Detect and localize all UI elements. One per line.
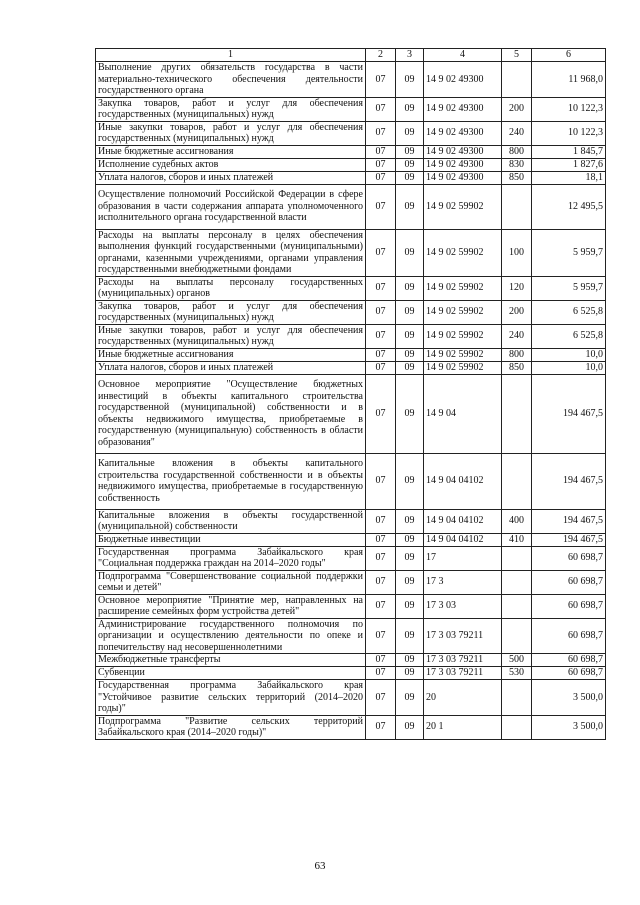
row-target-article-cell: 14 9 02 49300 [424, 121, 502, 145]
row-section-cell: 07 [366, 97, 396, 121]
row-amount-cell: 11 968,0 [532, 62, 606, 98]
table-row [96, 654, 606, 667]
row-name-cell: Закупка товаров, работ и услуг для обеспечения государственных (муниципальных) нужд [96, 97, 366, 121]
row-section-cell: 07 [366, 276, 396, 300]
row-section-cell: 07 [366, 715, 396, 739]
row-name-cell: Иные бюджетные ассигнования [96, 145, 366, 158]
row-section-cell: 07 [366, 229, 396, 276]
table-row [96, 570, 606, 594]
row-subsection-cell: 09 [396, 618, 424, 654]
row-subsection-cell: 09 [396, 361, 424, 374]
row-target-article-cell: 20 [424, 680, 502, 716]
row-target-article-cell: 14 9 04 04102 [424, 509, 502, 533]
row-name-cell: Основное мероприятие "Принятие мер, направленных на расширение семейных форм устройства детей" [96, 594, 366, 618]
row-section-cell: 07 [366, 324, 396, 348]
table-row [96, 62, 606, 98]
row-expense-type-cell [502, 570, 532, 594]
row-name-cell: Выполнение других обязательств государства в части материально-технического обеспечения деятельности государственного органа [96, 62, 366, 98]
row-section-cell: 07 [366, 533, 396, 546]
row-name-cell: Межбюджетные трансферты [96, 654, 366, 667]
row-section-cell: 07 [366, 509, 396, 533]
row-expense-type-cell: 800 [502, 145, 532, 158]
row-expense-type-cell: 500 [502, 654, 532, 667]
row-amount-cell: 194 467,5 [532, 533, 606, 546]
row-section-cell: 07 [366, 680, 396, 716]
row-target-article-cell: 17 3 03 [424, 594, 502, 618]
row-name-cell: Государственная программа Забайкальского края "Устойчивое развитие сельских территорий (2014–2020 годы)" [96, 680, 366, 716]
table-row [96, 97, 606, 121]
table-row [96, 680, 606, 716]
row-name-cell: Подпрограмма "Совершенствование социальной поддержки семьи и детей" [96, 570, 366, 594]
row-name-cell: Бюджетные инвестиции [96, 533, 366, 546]
row-amount-cell: 10 122,3 [532, 97, 606, 121]
col-header-target-article: 4 [424, 49, 502, 62]
row-subsection-cell: 09 [396, 145, 424, 158]
row-section-cell: 07 [366, 62, 396, 98]
table-row [96, 546, 606, 570]
row-expense-type-cell [502, 453, 532, 509]
row-section-cell: 07 [366, 158, 396, 171]
budget-table [95, 48, 606, 740]
table-row [96, 667, 606, 680]
row-target-article-cell: 14 9 02 59902 [424, 300, 502, 324]
row-subsection-cell: 09 [396, 229, 424, 276]
row-expense-type-cell [502, 594, 532, 618]
row-subsection-cell: 09 [396, 276, 424, 300]
row-subsection-cell: 09 [396, 509, 424, 533]
row-name-cell: Закупка товаров, работ и услуг для обеспечения государственных (муниципальных) нужд [96, 300, 366, 324]
row-expense-type-cell [502, 546, 532, 570]
row-target-article-cell: 14 9 02 59902 [424, 361, 502, 374]
row-section-cell: 07 [366, 184, 396, 229]
row-subsection-cell: 09 [396, 667, 424, 680]
row-section-cell: 07 [366, 618, 396, 654]
row-target-article-cell: 17 [424, 546, 502, 570]
row-section-cell: 07 [366, 667, 396, 680]
row-target-article-cell: 17 3 03 79211 [424, 667, 502, 680]
row-subsection-cell: 09 [396, 374, 424, 453]
col-header-subsection: 3 [396, 49, 424, 62]
table-row [96, 361, 606, 374]
row-name-cell: Основное мероприятие "Осуществление бюджетных инвестиций в объекты капитального строительства государственной (муниципальной) собственности и в объекты недвижимого имущества, приобретаемые в государственную (муниципальную) собственность в области образования" [96, 374, 366, 453]
row-section-cell: 07 [366, 121, 396, 145]
row-expense-type-cell: 200 [502, 97, 532, 121]
table-row [96, 509, 606, 533]
row-amount-cell: 60 698,7 [532, 546, 606, 570]
row-subsection-cell: 09 [396, 546, 424, 570]
row-section-cell: 07 [366, 546, 396, 570]
row-target-article-cell: 14 9 04 [424, 374, 502, 453]
row-target-article-cell: 14 9 02 59902 [424, 229, 502, 276]
table-row [96, 229, 606, 276]
row-target-article-cell: 14 9 04 04102 [424, 453, 502, 509]
row-name-cell: Государственная программа Забайкальского края "Социальная поддержка граждан на 2014–2020 годы" [96, 546, 366, 570]
table-row [96, 348, 606, 361]
table-row [96, 158, 606, 171]
table-row [96, 184, 606, 229]
row-expense-type-cell [502, 618, 532, 654]
row-expense-type-cell [502, 184, 532, 229]
row-amount-cell: 5 959,7 [532, 229, 606, 276]
row-amount-cell: 18,1 [532, 171, 606, 184]
row-subsection-cell: 09 [396, 324, 424, 348]
row-target-article-cell: 17 3 03 79211 [424, 618, 502, 654]
row-subsection-cell: 09 [396, 158, 424, 171]
row-target-article-cell: 14 9 04 04102 [424, 533, 502, 546]
row-expense-type-cell: 530 [502, 667, 532, 680]
row-subsection-cell: 09 [396, 300, 424, 324]
row-section-cell: 07 [366, 453, 396, 509]
col-header-amount: 6 [532, 49, 606, 62]
row-target-article-cell: 14 9 02 59902 [424, 276, 502, 300]
table-row [96, 276, 606, 300]
row-subsection-cell: 09 [396, 680, 424, 716]
row-target-article-cell: 14 9 02 49300 [424, 145, 502, 158]
row-target-article-cell: 20 1 [424, 715, 502, 739]
row-expense-type-cell: 410 [502, 533, 532, 546]
page-number: 63 [314, 860, 326, 872]
row-name-cell: Исполнение судебных актов [96, 158, 366, 171]
row-section-cell: 07 [366, 374, 396, 453]
table-header-row [96, 49, 606, 62]
row-target-article-cell: 14 9 02 49300 [424, 62, 502, 98]
row-amount-cell: 60 698,7 [532, 654, 606, 667]
row-target-article-cell: 14 9 02 49300 [424, 97, 502, 121]
table-row [96, 121, 606, 145]
row-subsection-cell: 09 [396, 97, 424, 121]
row-section-cell: 07 [366, 145, 396, 158]
col-header-section: 2 [366, 49, 396, 62]
row-name-cell: Субвенции [96, 667, 366, 680]
row-amount-cell: 10 122,3 [532, 121, 606, 145]
row-subsection-cell: 09 [396, 171, 424, 184]
table-row [96, 300, 606, 324]
row-target-article-cell: 17 3 [424, 570, 502, 594]
row-expense-type-cell: 200 [502, 300, 532, 324]
row-name-cell: Администрирование государственного полномочия по организации и осуществлению деятельности по опеке и попечительству над несовершеннолетними [96, 618, 366, 654]
row-subsection-cell: 09 [396, 570, 424, 594]
row-amount-cell: 194 467,5 [532, 374, 606, 453]
table-row [96, 594, 606, 618]
row-expense-type-cell: 830 [502, 158, 532, 171]
row-subsection-cell: 09 [396, 533, 424, 546]
table-row [96, 715, 606, 739]
row-subsection-cell: 09 [396, 715, 424, 739]
row-expense-type-cell: 100 [502, 229, 532, 276]
row-name-cell: Иные закупки товаров, работ и услуг для обеспечения государственных (муниципальных) нужд [96, 324, 366, 348]
row-target-article-cell: 17 3 03 79211 [424, 654, 502, 667]
row-target-article-cell: 14 9 02 59902 [424, 324, 502, 348]
row-name-cell: Иные закупки товаров, работ и услуг для обеспечения государственных (муниципальных) нужд [96, 121, 366, 145]
row-expense-type-cell: 120 [502, 276, 532, 300]
row-subsection-cell: 09 [396, 121, 424, 145]
row-name-cell: Капитальные вложения в объекты государственной (муниципальной) собственности [96, 509, 366, 533]
row-subsection-cell: 09 [396, 453, 424, 509]
row-expense-type-cell: 240 [502, 121, 532, 145]
table-row [96, 324, 606, 348]
row-target-article-cell: 14 9 02 59902 [424, 348, 502, 361]
row-section-cell: 07 [366, 361, 396, 374]
row-section-cell: 07 [366, 594, 396, 618]
row-section-cell: 07 [366, 300, 396, 324]
row-amount-cell: 5 959,7 [532, 276, 606, 300]
row-target-article-cell: 14 9 02 59902 [424, 184, 502, 229]
col-header-expense-type: 5 [502, 49, 532, 62]
row-name-cell: Уплата налогов, сборов и иных платежей [96, 171, 366, 184]
col-header-name: 1 [96, 49, 366, 62]
row-amount-cell: 12 495,5 [532, 184, 606, 229]
row-name-cell: Осуществление полномочий Российской Федерации в сфере образования в части содержания аппарата уполномоченного исполнительного органа государственной власти [96, 184, 366, 229]
row-amount-cell: 3 500,0 [532, 715, 606, 739]
row-expense-type-cell: 800 [502, 348, 532, 361]
row-subsection-cell: 09 [396, 184, 424, 229]
table-row [96, 453, 606, 509]
row-target-article-cell: 14 9 02 49300 [424, 171, 502, 184]
row-expense-type-cell [502, 374, 532, 453]
row-section-cell: 07 [366, 348, 396, 361]
row-name-cell: Расходы на выплаты персоналу государственных (муниципальных) органов [96, 276, 366, 300]
table-row [96, 171, 606, 184]
row-amount-cell: 60 698,7 [532, 618, 606, 654]
row-name-cell: Подпрограмма "Развитие сельских территорий Забайкальского края (2014–2020 годы)" [96, 715, 366, 739]
row-amount-cell: 1 845,7 [532, 145, 606, 158]
row-amount-cell: 194 467,5 [532, 509, 606, 533]
row-name-cell: Иные бюджетные ассигнования [96, 348, 366, 361]
row-expense-type-cell [502, 715, 532, 739]
row-amount-cell: 10,0 [532, 361, 606, 374]
row-subsection-cell: 09 [396, 348, 424, 361]
row-amount-cell: 6 525,8 [532, 324, 606, 348]
row-subsection-cell: 09 [396, 594, 424, 618]
row-subsection-cell: 09 [396, 654, 424, 667]
row-amount-cell: 60 698,7 [532, 570, 606, 594]
row-name-cell: Капитальные вложения в объекты капитального строительства государственной собственности и в объекты недвижимого имущества, приобретаемые в государственную собственность [96, 453, 366, 509]
row-expense-type-cell: 850 [502, 171, 532, 184]
row-expense-type-cell [502, 62, 532, 98]
row-amount-cell: 10,0 [532, 348, 606, 361]
row-section-cell: 07 [366, 171, 396, 184]
table-row [96, 533, 606, 546]
table-row [96, 618, 606, 654]
row-section-cell: 07 [366, 654, 396, 667]
row-expense-type-cell: 240 [502, 324, 532, 348]
row-amount-cell: 6 525,8 [532, 300, 606, 324]
row-expense-type-cell: 850 [502, 361, 532, 374]
row-amount-cell: 60 698,7 [532, 667, 606, 680]
row-section-cell: 07 [366, 570, 396, 594]
row-target-article-cell: 14 9 02 49300 [424, 158, 502, 171]
row-name-cell: Уплата налогов, сборов и иных платежей [96, 361, 366, 374]
row-name-cell: Расходы на выплаты персоналу в целях обеспечения выполнения функций государственными (муниципальными) органами, казенными учреждениями, органами управления государственными внебюджетными фондами [96, 229, 366, 276]
table-row [96, 374, 606, 453]
row-amount-cell: 1 827,6 [532, 158, 606, 171]
row-expense-type-cell: 400 [502, 509, 532, 533]
row-amount-cell: 3 500,0 [532, 680, 606, 716]
row-amount-cell: 194 467,5 [532, 453, 606, 509]
table-row [96, 145, 606, 158]
row-subsection-cell: 09 [396, 62, 424, 98]
row-expense-type-cell [502, 680, 532, 716]
row-amount-cell: 60 698,7 [532, 594, 606, 618]
